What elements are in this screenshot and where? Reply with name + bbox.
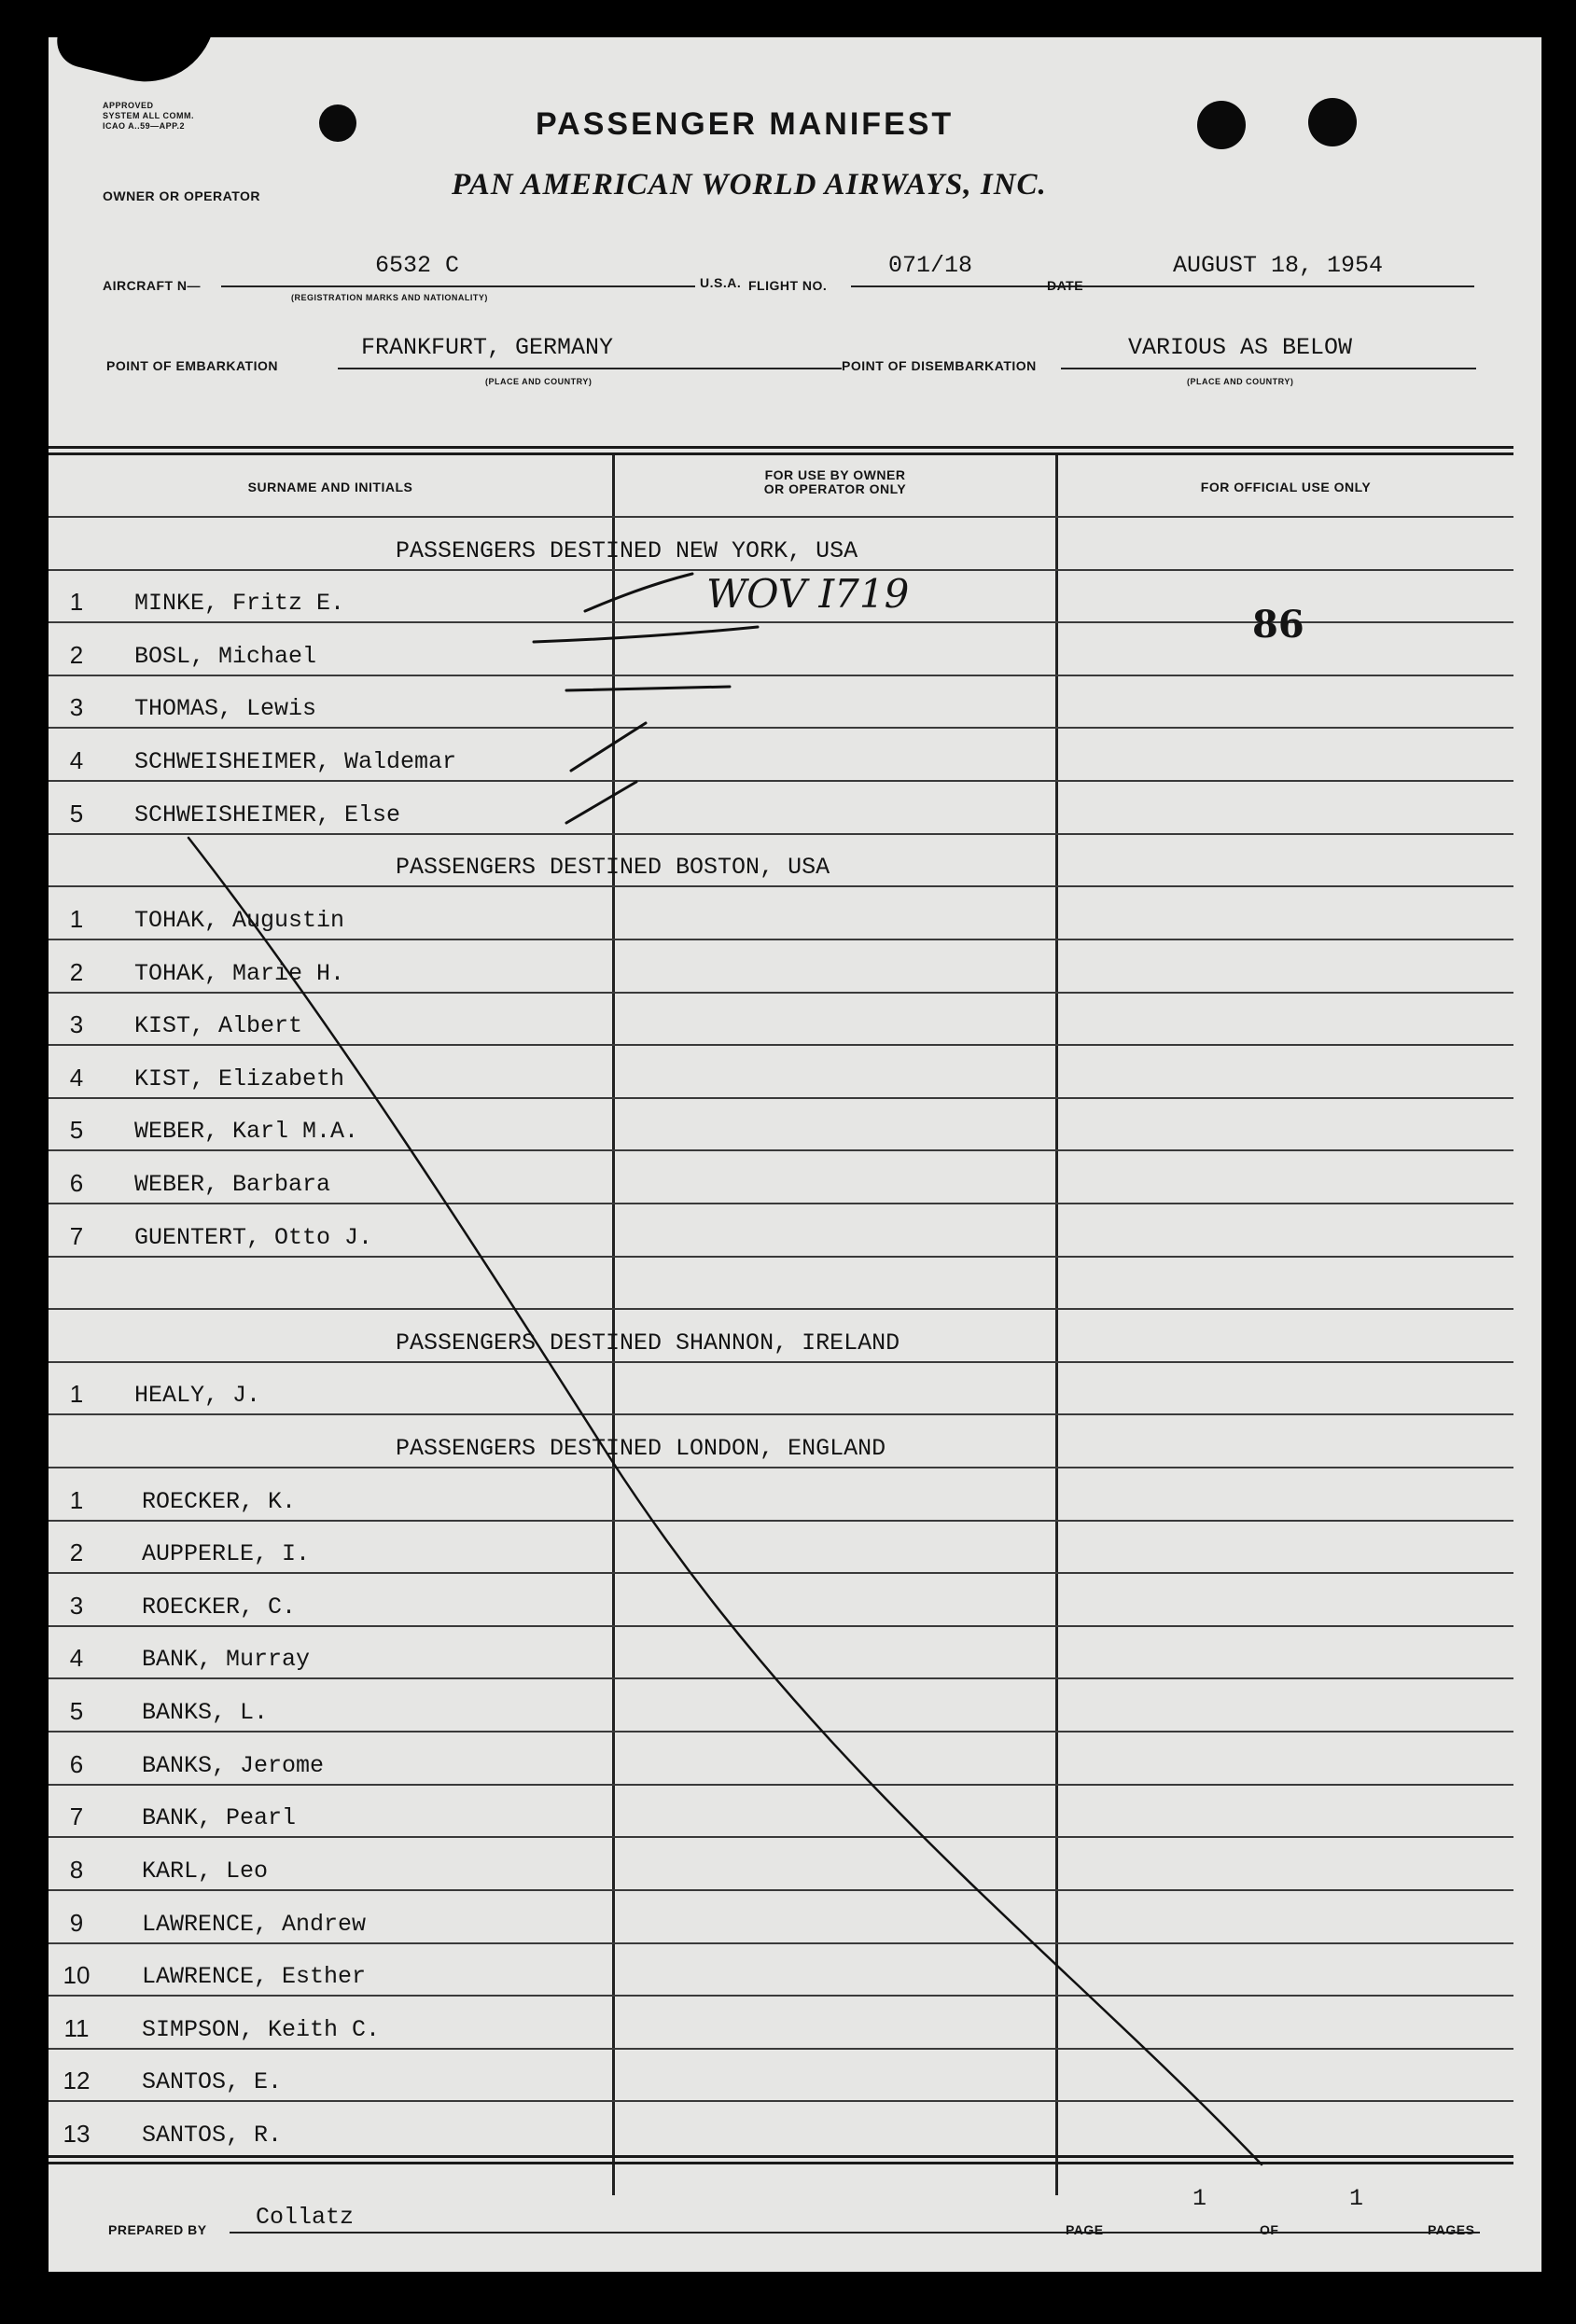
passenger-name: THOMAS, Lewis xyxy=(134,695,317,722)
row-number: 12 xyxy=(63,2067,91,2094)
row-number: 5 xyxy=(69,1116,84,1144)
row-number: 4 xyxy=(69,746,84,774)
embarkation-point: FRANKFURT, GERMANY xyxy=(361,334,614,361)
passenger-name: SCHWEISHEIMER, Waldemar xyxy=(134,748,457,775)
row-number: 3 xyxy=(69,1010,84,1038)
section-heading: PASSENGERS DESTINED LONDON, ENGLAND xyxy=(396,1435,886,1462)
row-number: 1 xyxy=(69,1486,84,1514)
registration-caption: (REGISTRATION MARKS AND NATIONALITY) xyxy=(291,293,488,302)
check-mark-3 xyxy=(566,687,730,690)
row-number: 8 xyxy=(69,1856,84,1884)
check-mark-1 xyxy=(585,574,692,611)
passenger-name: TOHAK, Augustin xyxy=(134,907,345,934)
disembarkation-caption: (PLACE AND COUNTRY) xyxy=(1187,377,1294,386)
page-number: 1 xyxy=(1192,2185,1207,2212)
row-number: 11 xyxy=(63,2014,90,2042)
passenger-name: ROECKER, K. xyxy=(142,1488,297,1515)
row-number: 3 xyxy=(69,693,84,721)
disembarkation-label: POINT OF DISEMBARKATION xyxy=(842,358,1037,373)
passenger-name: LAWRENCE, Andrew xyxy=(142,1911,367,1938)
section-heading: PASSENGERS DESTINED BOSTON, USA xyxy=(396,854,830,881)
row-number: 1 xyxy=(69,1380,84,1408)
form-title: PASSENGER MANIFEST xyxy=(536,106,955,142)
section-heading: PASSENGERS DESTINED SHANNON, IRELAND xyxy=(396,1329,900,1357)
manifest-page xyxy=(49,37,1541,2272)
row-number: 5 xyxy=(69,800,84,828)
handwritten-code: WOV I719 xyxy=(706,571,910,617)
prepared-by-label: PREPARED BY xyxy=(108,2222,207,2237)
aircraft-registration: 6532 C xyxy=(375,252,460,279)
passenger-name: SCHWEISHEIMER, Else xyxy=(134,801,401,828)
row-number: 10 xyxy=(63,1961,91,1989)
pen-marks xyxy=(49,37,1541,2272)
check-mark-5 xyxy=(566,782,636,823)
owner-label: OWNER OR OPERATOR xyxy=(103,188,260,203)
flight-date: AUGUST 18, 1954 xyxy=(1173,252,1384,279)
row-number: 6 xyxy=(69,1750,84,1778)
passenger-name: WEBER, Karl M.A. xyxy=(134,1118,359,1145)
approval-note: APPROVED SYSTEM ALL COMM. ICAO A..59—APP.2 xyxy=(103,101,194,131)
passenger-name: ROECKER, C. xyxy=(142,1593,297,1621)
check-mark-4 xyxy=(571,723,646,771)
embarkation-label: POINT OF EMBARKATION xyxy=(106,358,278,373)
passenger-name: BANKS, L. xyxy=(142,1699,269,1726)
row-number: 5 xyxy=(69,1697,84,1725)
passenger-name: TOHAK, Marie H. xyxy=(134,960,345,987)
passenger-name: BANK, Murray xyxy=(142,1646,311,1673)
passenger-name: HEALY, J. xyxy=(134,1382,261,1409)
passenger-name: GUENTERT, Otto J. xyxy=(134,1224,373,1251)
row-number: 1 xyxy=(69,588,84,616)
passenger-name: SANTOS, R. xyxy=(142,2122,283,2149)
page-total: 1 xyxy=(1349,2185,1364,2212)
passenger-name: SIMPSON, Keith C. xyxy=(142,2016,381,2043)
row-number: 7 xyxy=(69,1222,84,1250)
column-header-official: FOR OFFICIAL USE ONLY xyxy=(1200,480,1372,494)
prepared-by-name: Collatz xyxy=(256,2204,355,2231)
passenger-name: KIST, Albert xyxy=(134,1012,303,1039)
aircraft-label: AIRCRAFT N— xyxy=(103,278,202,293)
operator-name: PAN AMERICAN WORLD AIRWAYS, INC. xyxy=(452,168,1047,202)
passenger-name: BANKS, Jerome xyxy=(142,1752,325,1779)
passenger-name: BOSL, Michael xyxy=(134,643,317,670)
passenger-name: KIST, Elizabeth xyxy=(134,1065,345,1092)
flight-number: 071/18 xyxy=(888,252,973,279)
date-label: DATE xyxy=(1047,278,1084,293)
passenger-name: AUPPERLE, I. xyxy=(142,1540,311,1567)
passenger-name: SANTOS, E. xyxy=(142,2068,283,2095)
row-number: 2 xyxy=(69,1538,84,1566)
row-number: 4 xyxy=(69,1644,84,1672)
passenger-name: BANK, Pearl xyxy=(142,1804,297,1831)
check-mark-2 xyxy=(534,627,758,642)
passenger-name: WEBER, Barbara xyxy=(134,1171,331,1198)
page-label: PAGE xyxy=(1066,2222,1104,2237)
row-number: 6 xyxy=(69,1169,84,1197)
passenger-name: LAWRENCE, Esther xyxy=(142,1963,367,1990)
flight-no-label: FLIGHT NO. xyxy=(748,278,828,293)
usa-label: U.S.A. xyxy=(700,275,742,290)
pages-label: PAGES xyxy=(1428,2222,1475,2237)
disembarkation-point: VARIOUS AS BELOW xyxy=(1128,334,1353,361)
cancellation-line xyxy=(188,838,1262,2164)
row-number: 3 xyxy=(69,1592,84,1620)
row-number: 2 xyxy=(69,958,84,986)
passenger-name: KARL, Leo xyxy=(142,1858,269,1885)
row-number: 13 xyxy=(63,2120,91,2148)
row-number: 9 xyxy=(69,1909,84,1937)
section-heading: PASSENGERS DESTINED NEW YORK, USA xyxy=(396,537,858,564)
embarkation-caption: (PLACE AND COUNTRY) xyxy=(485,377,593,386)
row-number: 4 xyxy=(69,1064,84,1092)
row-number: 2 xyxy=(69,641,84,669)
of-label: OF xyxy=(1260,2222,1279,2237)
passenger-name: MINKE, Fritz E. xyxy=(134,590,345,617)
column-header-surname: SURNAME AND INITIALS xyxy=(247,480,413,494)
column-header-owner: FOR USE BY OWNER OR OPERATOR ONLY xyxy=(763,467,907,496)
row-number: 7 xyxy=(69,1802,84,1830)
row-number: 1 xyxy=(69,905,84,933)
handwritten-count: 86 xyxy=(1252,603,1304,647)
